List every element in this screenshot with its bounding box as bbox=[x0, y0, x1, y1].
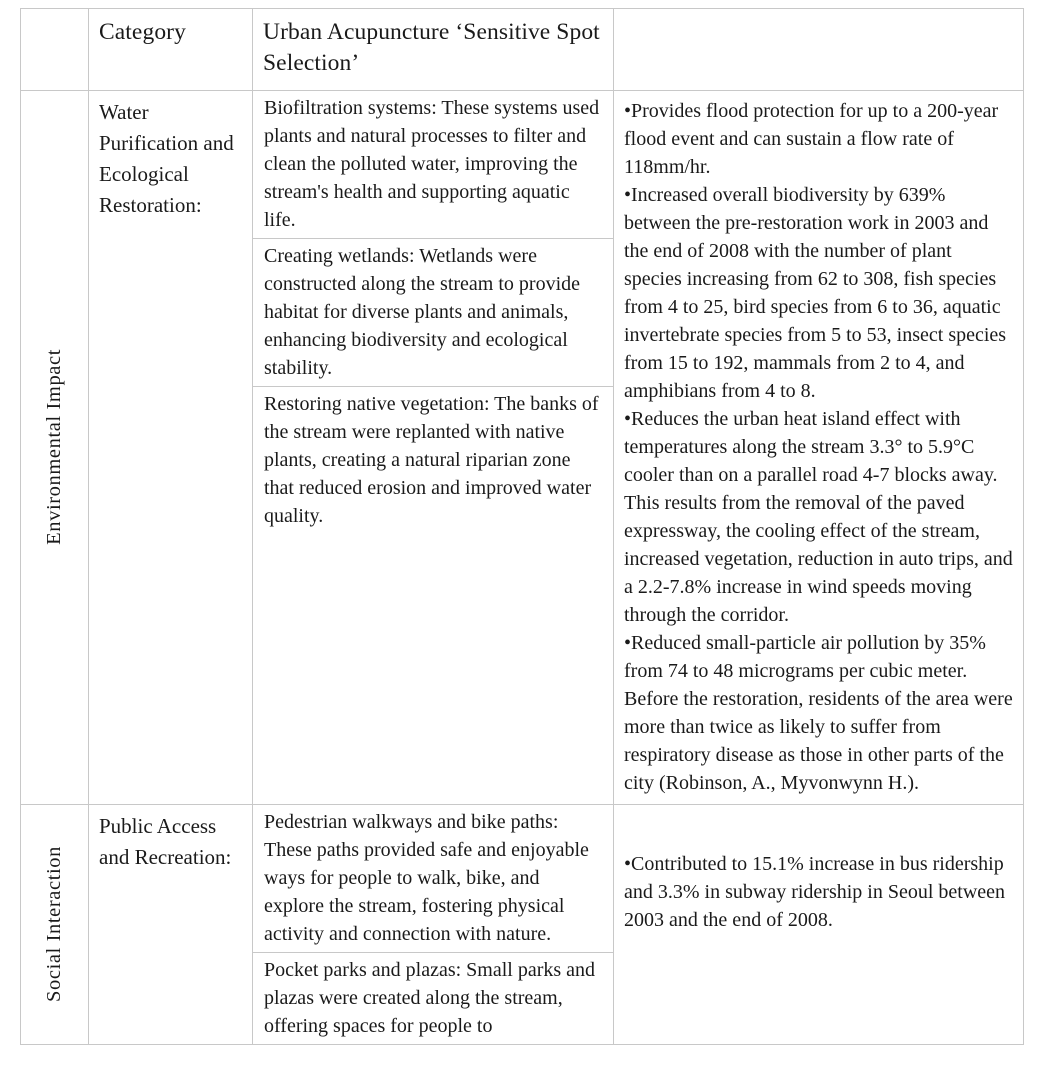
intervention-text-walkways: Pedestrian walkways and bike paths: These paths provided safe and enjoyable ways for people to walk, bike, and explore the stream, fostering physical activity and connection with nature. bbox=[264, 810, 589, 945]
section-label-cell-environmental-impact bbox=[21, 90, 89, 804]
header-cell-blank-right bbox=[614, 9, 1024, 91]
outcomes-list-environmental bbox=[624, 97, 1014, 797]
outcome-item-biodiversity bbox=[624, 181, 1014, 405]
interventions-subtable-social bbox=[253, 805, 613, 1044]
header-blank-left-text bbox=[21, 9, 88, 87]
intervention-text-wetlands: Creating wetlands: Wetlands were constructed along the stream to provide habitat for diverse plants and animals, enhancing biodiversity and ecological stability. bbox=[264, 244, 581, 379]
section-label-environmental-impact: Environmental Impact bbox=[43, 349, 65, 545]
interventions-subtable-environmental bbox=[253, 91, 613, 534]
bullet-icon: • bbox=[624, 631, 632, 654]
intervention-cell-wetlands bbox=[253, 238, 613, 386]
outcome-item-flood-protection bbox=[624, 97, 1014, 181]
bullet-icon: • bbox=[624, 852, 632, 875]
outcome-text-transit-ridership: Contributed to 15.1% increase in bus ridership and 3.3% in subway ridership in Seoul between 2003 and the end of 2008. bbox=[624, 852, 1006, 931]
outcome-text-flood-protection: Provides flood protection for up to a 200-year flood event and can sustain a flow rate of 118mm/hr. bbox=[624, 99, 999, 178]
intervention-text-biofiltration: Biofiltration systems: These systems used plants and natural processes to filter and clean the polluted water, improving the stream's health and supporting aquatic life. bbox=[264, 96, 600, 231]
table-header-row bbox=[21, 9, 1024, 91]
intervention-row bbox=[253, 91, 613, 239]
outcomes-cell-social bbox=[614, 804, 1024, 1044]
section-label-social-interaction: Social Interaction bbox=[43, 846, 65, 1002]
outcome-item-heat-island bbox=[624, 405, 1014, 629]
section-label-cell-social-interaction bbox=[21, 804, 89, 1044]
category-cell-public-access bbox=[89, 804, 253, 1044]
intervention-text-pocket-parks: Pocket parks and plazas: Small parks and plazas were created along the stream, offering spaces for people to bbox=[264, 958, 596, 1037]
intervention-row bbox=[253, 952, 613, 1044]
category-cell-water-purification bbox=[89, 90, 253, 804]
intervention-text-native-vegetation: Restoring native vegetation: The banks of the stream were replanted with native plants, creating a natural riparian zone that reduced erosion and improved water quality. bbox=[264, 392, 599, 527]
intervention-cell-walkways bbox=[253, 805, 613, 953]
interventions-cell-environmental bbox=[253, 90, 614, 804]
table-row bbox=[21, 804, 1024, 1044]
intervention-cell-biofiltration bbox=[253, 91, 613, 239]
bullet-icon: • bbox=[624, 183, 632, 206]
table-row bbox=[21, 90, 1024, 804]
outcomes-cell-environmental bbox=[614, 90, 1024, 804]
category-label-public-access: Public Access and Recreation: bbox=[99, 813, 232, 869]
outcome-item-transit-ridership bbox=[624, 850, 1014, 934]
intervention-cell-pocket-parks bbox=[253, 952, 613, 1044]
outcome-text-biodiversity: Increased overall biodiversity by 639% between the pre-restoration work in 2003 and the end of 2008 with the number of plant species increasing from 62 to 308, fish species from 4 to 25, bird species from 6 to 36, aquatic invertebrate species from 5 to 53, insect species from 15 to 192, mammals from 2 to 4, and amphibians from 4 to 8. bbox=[624, 183, 1007, 402]
header-cell-category bbox=[89, 9, 253, 91]
intervention-row bbox=[253, 238, 613, 386]
header-cell-urban-acupuncture bbox=[253, 9, 614, 91]
intervention-cell-native-vegetation bbox=[253, 386, 613, 534]
bullet-icon: • bbox=[624, 407, 632, 430]
outcome-text-air-pollution: Reduced small-particle air pollution by 35% from 74 to 48 micrograms per cubic meter. Before the restoration, residents of the area were more than twice as likely to suffer from respiratory disease as those in other parts of the city (Robinson, A., Myvonwynn H.). bbox=[624, 631, 1013, 794]
comparison-table bbox=[20, 8, 1024, 1045]
outcome-text-heat-island: Reduces the urban heat island effect with temperatures along the stream 3.3° to 5.9°C cooler than on a parallel road 4-7 blocks away. This results from the removal of the paved expressway, the cooling effect of the stream, increased vegetation, reduction in auto trips, and a 2.2-7.8% increase in wind speeds moving through the corridor. bbox=[624, 407, 1013, 626]
category-label-water-purification: Water Purification and Ecological Restoration: bbox=[99, 99, 234, 217]
interventions-cell-social bbox=[253, 804, 614, 1044]
header-cell-blank-left bbox=[21, 9, 89, 91]
header-label-urban-acupuncture: Urban Acupuncture ‘Sensitive Spot Selection’ bbox=[263, 19, 600, 77]
outcome-item-air-pollution bbox=[624, 629, 1014, 797]
intervention-row bbox=[253, 386, 613, 534]
header-label-category: Category bbox=[99, 19, 186, 45]
outcomes-list-social bbox=[624, 850, 1014, 934]
header-blank-right-text bbox=[614, 9, 1023, 87]
intervention-row bbox=[253, 805, 613, 953]
bullet-icon: • bbox=[624, 99, 632, 122]
